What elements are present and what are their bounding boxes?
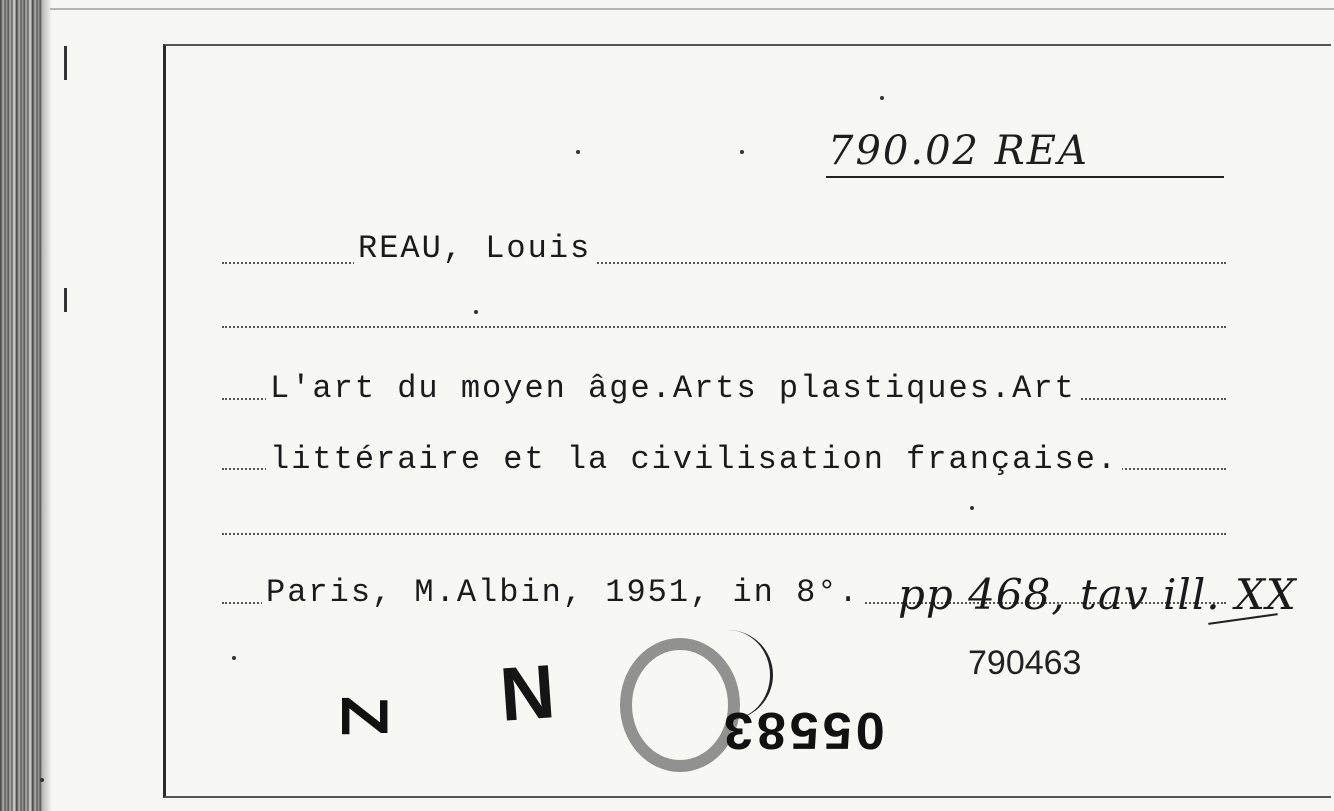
paper-speck <box>576 150 580 154</box>
scanner-edge-shadow <box>0 0 42 811</box>
margin-mark <box>64 46 67 80</box>
ruled-line <box>222 533 1226 535</box>
shelfmark: 790.02 REA <box>828 128 1089 174</box>
handwritten-collation: pp 468, tav ill. XX <box>898 570 1297 619</box>
paper-speck <box>232 656 236 660</box>
paper-speck <box>970 506 974 510</box>
stamp-letter-z: Z <box>328 695 403 737</box>
stamp-letter-n: N <box>497 649 558 738</box>
inventory-number-stamp: 05583 <box>720 701 885 759</box>
ruled-line <box>222 326 1226 328</box>
paper-speck <box>474 310 478 314</box>
margin-mark <box>64 288 67 312</box>
card-top-edge <box>50 8 1334 10</box>
paper-speck <box>740 150 744 154</box>
title-line-1: L'art du moyen âge.Arts plastiques.Art <box>266 370 1080 407</box>
imprint: Paris, M.Albin, 1951, in 8°. <box>262 574 864 611</box>
paper-speck <box>40 778 44 782</box>
shelfmark-underline <box>826 176 1224 178</box>
paper-speck <box>880 96 884 100</box>
author-name: REAU, Louis <box>354 230 595 267</box>
scanner-edge-fade <box>42 0 52 811</box>
title-line-2: littéraire et la civilisation française. <box>266 441 1122 478</box>
accession-number: 790463 <box>968 644 1082 682</box>
